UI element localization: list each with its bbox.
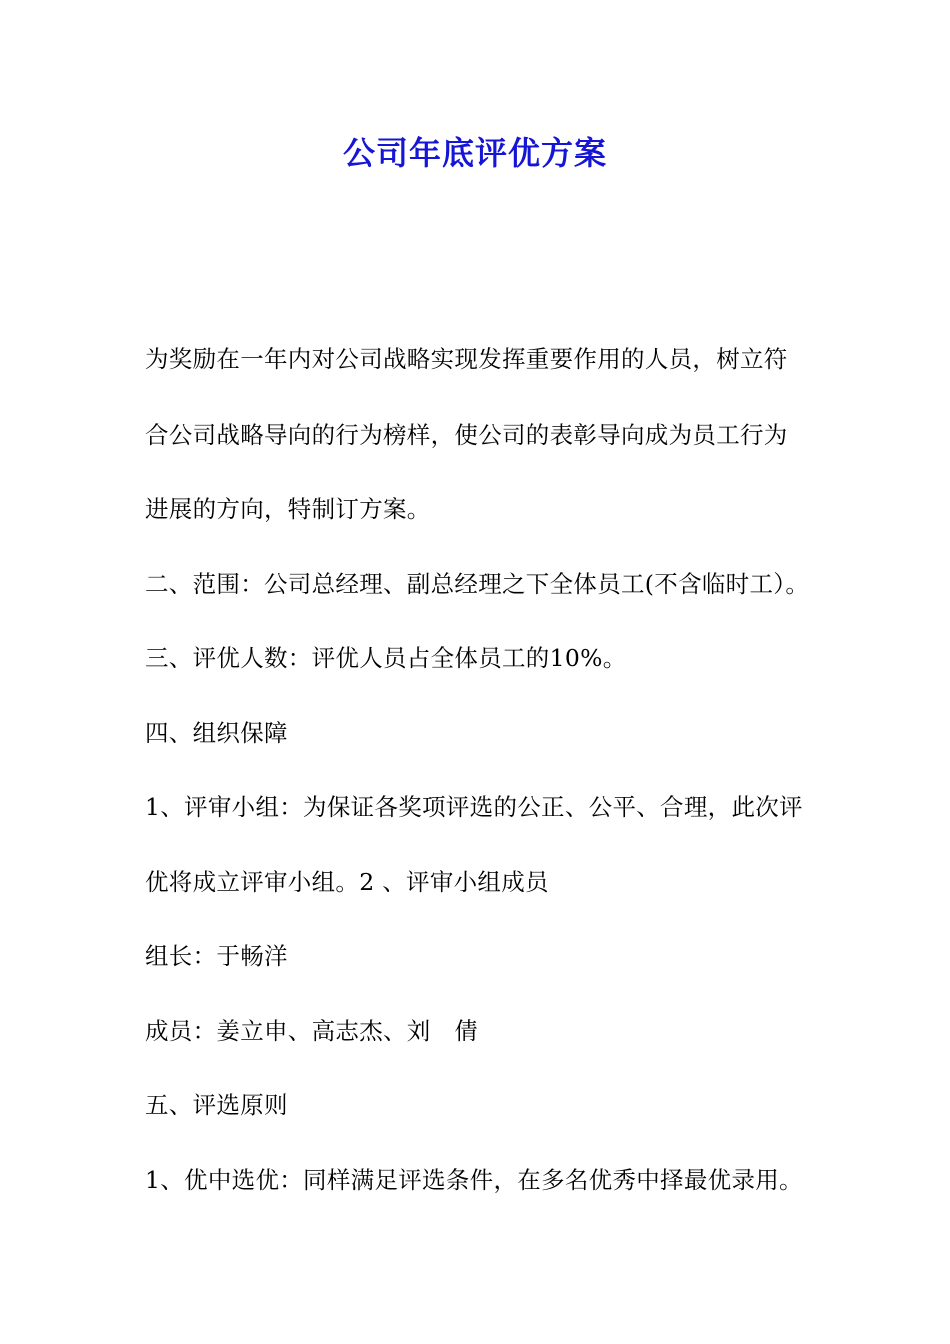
paragraph-line: 三、评优人数：评优人员占全体员工的10%。 (145, 644, 627, 672)
paragraph-line: 合公司战略导向的行为榜样，使公司的表彰导向成为员工行为 (145, 421, 788, 449)
paragraph-line: 优将成立评审小组。2 、评审小组成员 (145, 868, 549, 896)
paragraph-line: 进展的方向，特制订方案。 (145, 495, 431, 523)
paragraph-line: 1、优中选优：同样满足评选条件，在多名优秀中择最优录用。 (145, 1166, 803, 1194)
paragraph-line: 1、评审小组：为保证各奖项评选的公正、公平、合理，此次评 (145, 793, 803, 821)
paragraph-line: 四、组织保障 (145, 719, 288, 747)
paragraph-line: 组长：于畅洋 (145, 942, 288, 970)
paragraph-line: 二、范围：公司总经理、副总经理之下全体员工(不含临时工）。 (145, 570, 810, 598)
paragraph-line: 五、评选原则 (145, 1091, 288, 1119)
paragraph-line: 成员：姜立申、高志杰、刘 倩 (145, 1017, 479, 1045)
document-title: 公司年底评优方案 (342, 134, 607, 172)
paragraph-line: 为奖励在一年内对公司战略实现发挥重要作用的人员，树立符 (145, 345, 788, 373)
